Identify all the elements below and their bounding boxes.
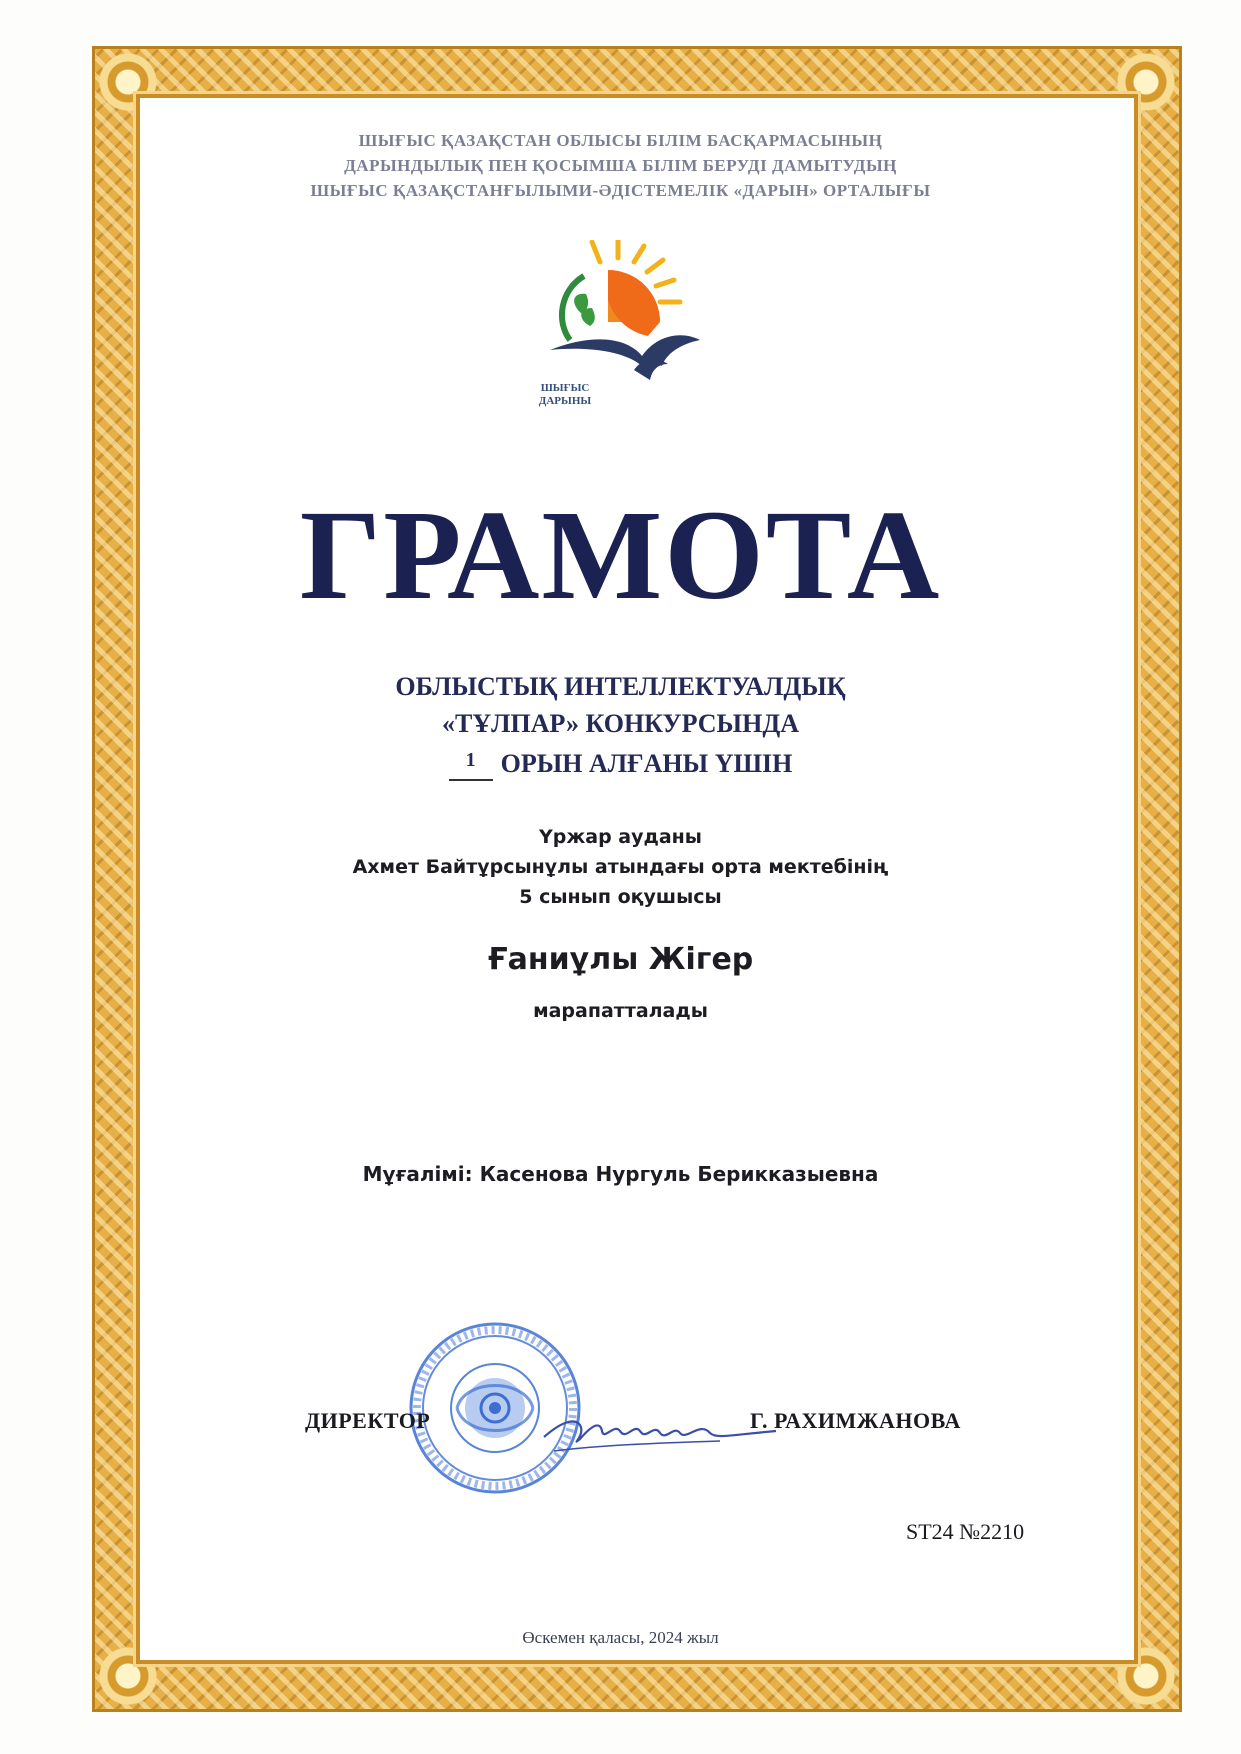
director-label: ДИРЕКТОР xyxy=(305,1408,431,1433)
director-name: Г. РАХИМЖАНОВА xyxy=(750,1408,961,1433)
contest-line-2: «ТҰЛПАР» КОНКУРСЫНДА xyxy=(442,709,799,738)
student-name: Ғаниұлы Жігер xyxy=(487,942,754,977)
certificate-title: ГРАМОТА xyxy=(299,484,942,626)
logo-caption-line-1: ШЫҒЫС xyxy=(540,382,590,394)
grade: 5 сынып оқушысы xyxy=(519,886,722,908)
contest-line-3 xyxy=(0,742,1241,782)
logo-caption-line-2: ДАРЫНЫ xyxy=(538,395,592,407)
contest-info xyxy=(0,668,1241,782)
awarded-text: марапатталады xyxy=(533,1000,708,1022)
contest-line-1: ОБЛЫСТЫҚ ИНТЕЛЛЕКТУАЛДЫҚ xyxy=(395,672,846,701)
place-text: ОРЫН АЛҒАНЫ ҮШІН xyxy=(500,749,793,778)
organization-header xyxy=(0,128,1241,203)
org-line-2: ДАРЫНДЫЛЫҚ ПЕН ҚОСЫМША БІЛІМ БЕРУДІ ДАМЫТУДЫҢ xyxy=(344,156,897,175)
logo-caption xyxy=(530,382,600,408)
teacher-line: Мұғалімі: Касенова Нургуль Берикказыевна xyxy=(362,1162,879,1186)
certificate-number: ST24 №2210 xyxy=(906,1519,1025,1544)
city-year: Өскемен қаласы, 2024 жыл xyxy=(522,1628,719,1647)
director-signature-icon xyxy=(540,1395,780,1465)
district: Үржар ауданы xyxy=(539,826,702,848)
org-line-3: ШЫҒЫС ҚАЗАҚСТАНҒЫЛЫМИ-ӘДІСТЕМЕЛІК «ДАРЫН» ОРТАЛЫҒЫ xyxy=(310,181,931,200)
recipient-school xyxy=(0,822,1241,912)
school-name: Ахмет Байтұрсынұлы атындағы орта мектебінің xyxy=(352,856,889,878)
org-line-1: ШЫҒЫС ҚАЗАҚСТАН ОБЛЫСЫ БІЛІМ БАСҚАРМАСЫНЫҢ xyxy=(358,131,883,150)
place-number: 1 xyxy=(449,742,493,781)
